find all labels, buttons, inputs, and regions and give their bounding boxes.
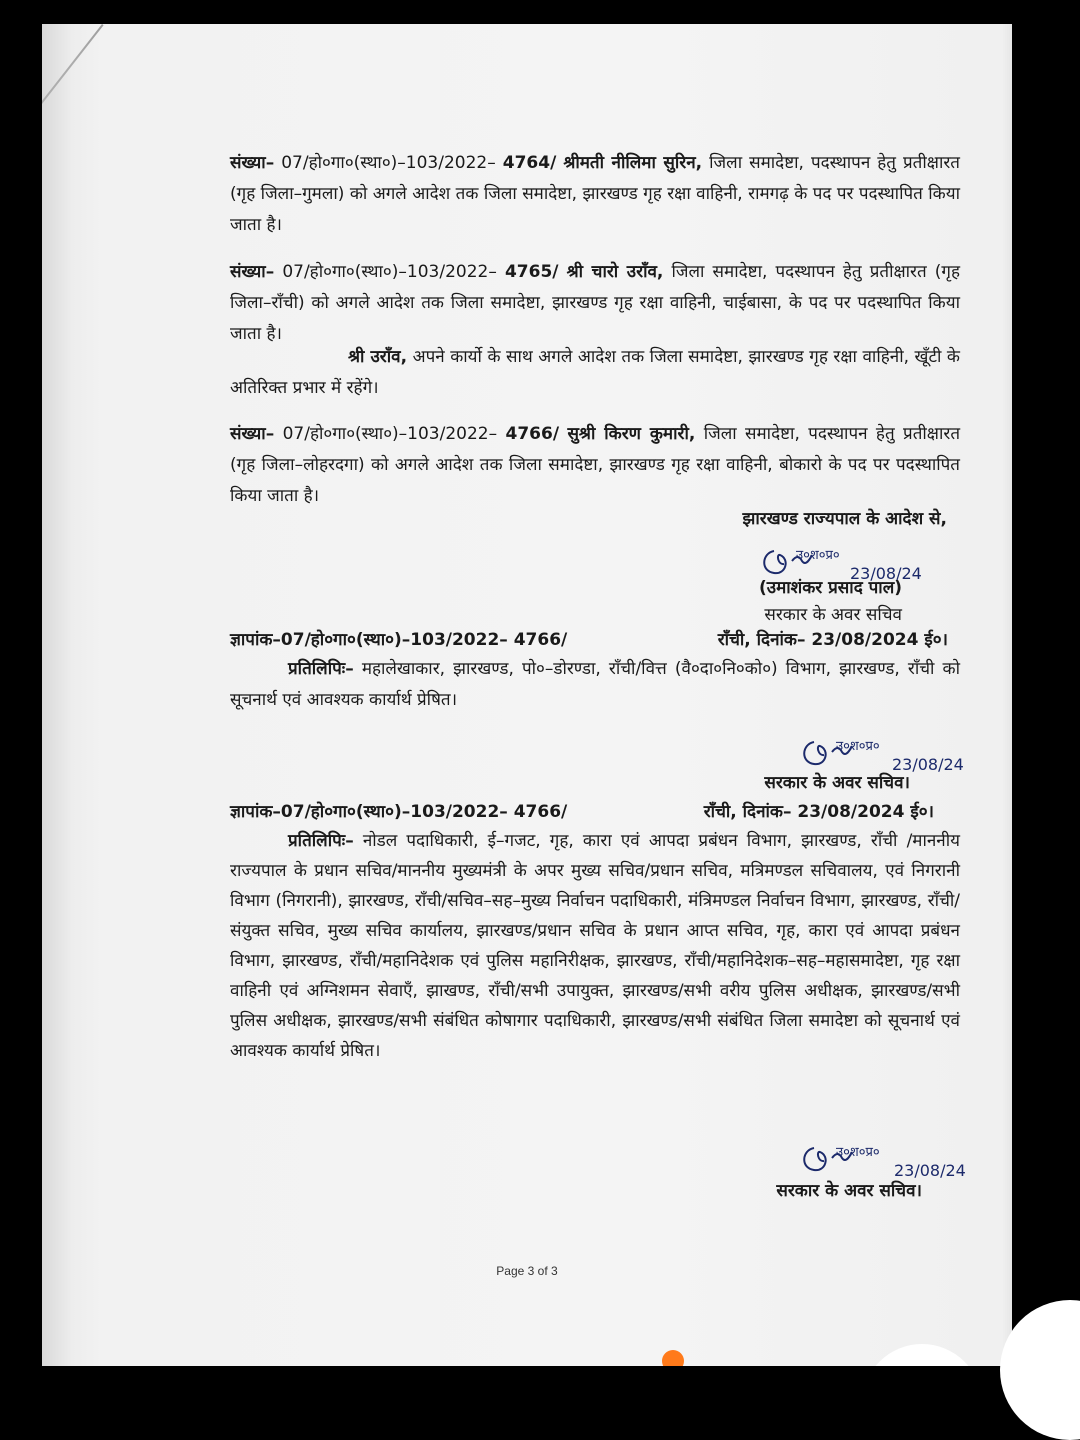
order-2-additional-charge [230, 342, 960, 404]
order-3-text: जिला समादेष्टा, पदस्थापन हेतु प्रतीक्षारत (गृह जिला–लोहरदगा) को अगले आदेश तक जिला समादेष्टा, झारखण्ड गृह रक्षा वाहिनी, बोकारो के पद पर पदस्थापित किया जाता है। [230, 424, 961, 506]
memo-1-date: राँची, दिनांक– 23/08/2024 ई०। [717, 630, 948, 650]
signatory-title: सरकार के अवर सचिव [764, 605, 902, 625]
overlay-bubble-right [1000, 1300, 1080, 1440]
order-1-number: 4764/ [502, 153, 557, 173]
memo-1-copy-label: प्रतिलिपिः– [288, 659, 354, 679]
signature-1-initials: उ०श०प्र० [796, 548, 840, 563]
signature-3-date: 23/08/24 [894, 1161, 966, 1180]
memo-2-signoff: सरकार के अवर सचिव। [776, 1181, 922, 1201]
order-1-text: जिला समादेष्टा, पदस्थापन हेतु प्रतीक्षारत (गृह जिला–गुमला) को अगले आदेश तक जिला समादेष्टा, झारखण्ड गृह रक्षा वाहिनी, रामगढ़ के पद पर पदस्थापित किया जाता है। [230, 153, 960, 235]
order-1-name: श्रीमती नीलिमा सुरिन, [563, 153, 703, 173]
signatory-name: (उमाशंकर प्रसाद पाल) [758, 578, 902, 598]
memo-2-ref: ज्ञापांक–07/हो०गा०(स्था०)–103/2022– 4766/ [230, 802, 568, 822]
memo-2-copy-text: नोडल पदाधिकारी, ई–गजट, गृह, कारा एवं आपदा प्रबंधन विभाग, झारखण्ड, राँची /माननीय राज्यपाल के प्रधान सचिव/माननीय मुख्यमंत्री के अपर मुख्य सचिव/प्रधान सचिव, मत्रिमण्डल सचिवालय, एवं निगरानी विभाग (निगरानी), झारखण्ड, राँची/सचिव–सह–मुख्य निर्वाचन पदाधिकारी, मंत्रिमण्डल निर्वाचन विभाग, झारखण्ड, राँची/संयुक्त सचिव, मुख्य सचिव कार्यालय, झारखण्ड/प्रधान सचिव के प्रधान आप्त सचिव, गृह, कारा एवं आपदा प्रबंधन विभाग, झारखण्ड, राँची/महानिदेशक एवं पुलिस महानिरीक्षक, झारखण्ड, राँची/महानिदेशक–सह–महासमादेष्टा, गृह रक्षा वाहिनी एवं अग्निशमन सेवाएँ, झाखण्ड, राँची/सभी उपायुक्त, झारखण्ड/सभी वरीय पुलिस अधीक्षक, झारखण्ड/सभी पुलिस अधीक्षक, झारखण्ड/सभी संबंधित कोषागार पदाधिकारी, झारखण्ड/सभी संबंधित जिला समादेष्टा को सूचनार्थ एवं आवश्यक कार्यार्थ प्रेषित। [230, 831, 960, 1061]
memo-1-signoff: सरकार के अवर सचिव। [764, 773, 910, 793]
order-1-ref-label: संख्या– [230, 153, 275, 173]
order-3-ref-label: संख्या– [230, 424, 275, 444]
order-2-ref-label: संख्या– [230, 262, 275, 282]
order-2 [230, 257, 960, 350]
order-2-extra-name: श्री उराँव, [348, 347, 408, 367]
order-1-ref-code: 07/हो०गा०(स्था०)–103/2022– [281, 153, 496, 173]
signature-2-initials: उ०श०प्र० [836, 739, 880, 754]
order-3-number: 4766/ [505, 424, 560, 444]
order-3-name: सुश्री किरण कुमारी, [567, 424, 696, 444]
memo-1-copy [230, 654, 960, 716]
memo-2-date: राँची, दिनांक– 23/08/2024 ई०। [703, 802, 934, 822]
memo-1-header [230, 625, 960, 656]
memo-1-ref: ज्ञापांक–07/हो०गा०(स्था०)–103/2022– 4766/ [230, 630, 568, 650]
authority-line: झारखण्ड राज्यपाल के आदेश से, [742, 509, 947, 529]
memo-2-copy [230, 826, 960, 1066]
overlay-bubble [862, 1344, 982, 1366]
order-2-extra-text: अपने कार्यो के साथ अगले आदेश तक जिला समादेष्टा, झारखण्ड गृह रक्षा वाहिनी, खूँटी के अतिरिक्त प्रभार में रहेंगे। [230, 347, 960, 398]
paper-crease [42, 24, 104, 183]
memo-2-header [230, 797, 960, 828]
orange-dot [662, 1350, 684, 1366]
order-1 [230, 148, 960, 241]
signature-1-date: 23/08/24 [850, 564, 922, 583]
order-2-text: जिला समादेष्टा, पदस्थापन हेतु प्रतीक्षारत (गृह जिला–राँची) को अगले आदेश तक जिला समादेष्टा, झारखण्ड गृह रक्षा वाहिनी, चाईबासा, के पद पर पदस्थापित किया जाता है। [230, 262, 961, 344]
order-2-ref-code: 07/हो०गा०(स्था०)–103/2022– [282, 262, 497, 282]
order-2-number: 4765/ [504, 262, 559, 282]
signature-3-initials: उ०श०प्र० [836, 1145, 880, 1160]
order-3 [230, 419, 960, 512]
memo-2-copy-label: प्रतिलिपिः– [288, 831, 354, 851]
order-2-name: श्री चारो उराँव, [566, 262, 664, 282]
order-3-ref-code: 07/हो०गा०(स्था०)–103/2022– [282, 424, 498, 444]
signature-2-date: 23/08/24 [892, 755, 964, 774]
page-footer: Page 3 of 3 [496, 1264, 558, 1278]
memo-1-copy-text: महालेखाकार, झारखण्ड, पो०–डोरण्डा, राँची/वित्त (वै०दा०नि०को०) विभाग, झारखण्ड, राँची को सूचनार्थ एवं आवश्यक कार्यार्थ प्रेषित। [230, 659, 960, 710]
document-page [42, 24, 1012, 1366]
